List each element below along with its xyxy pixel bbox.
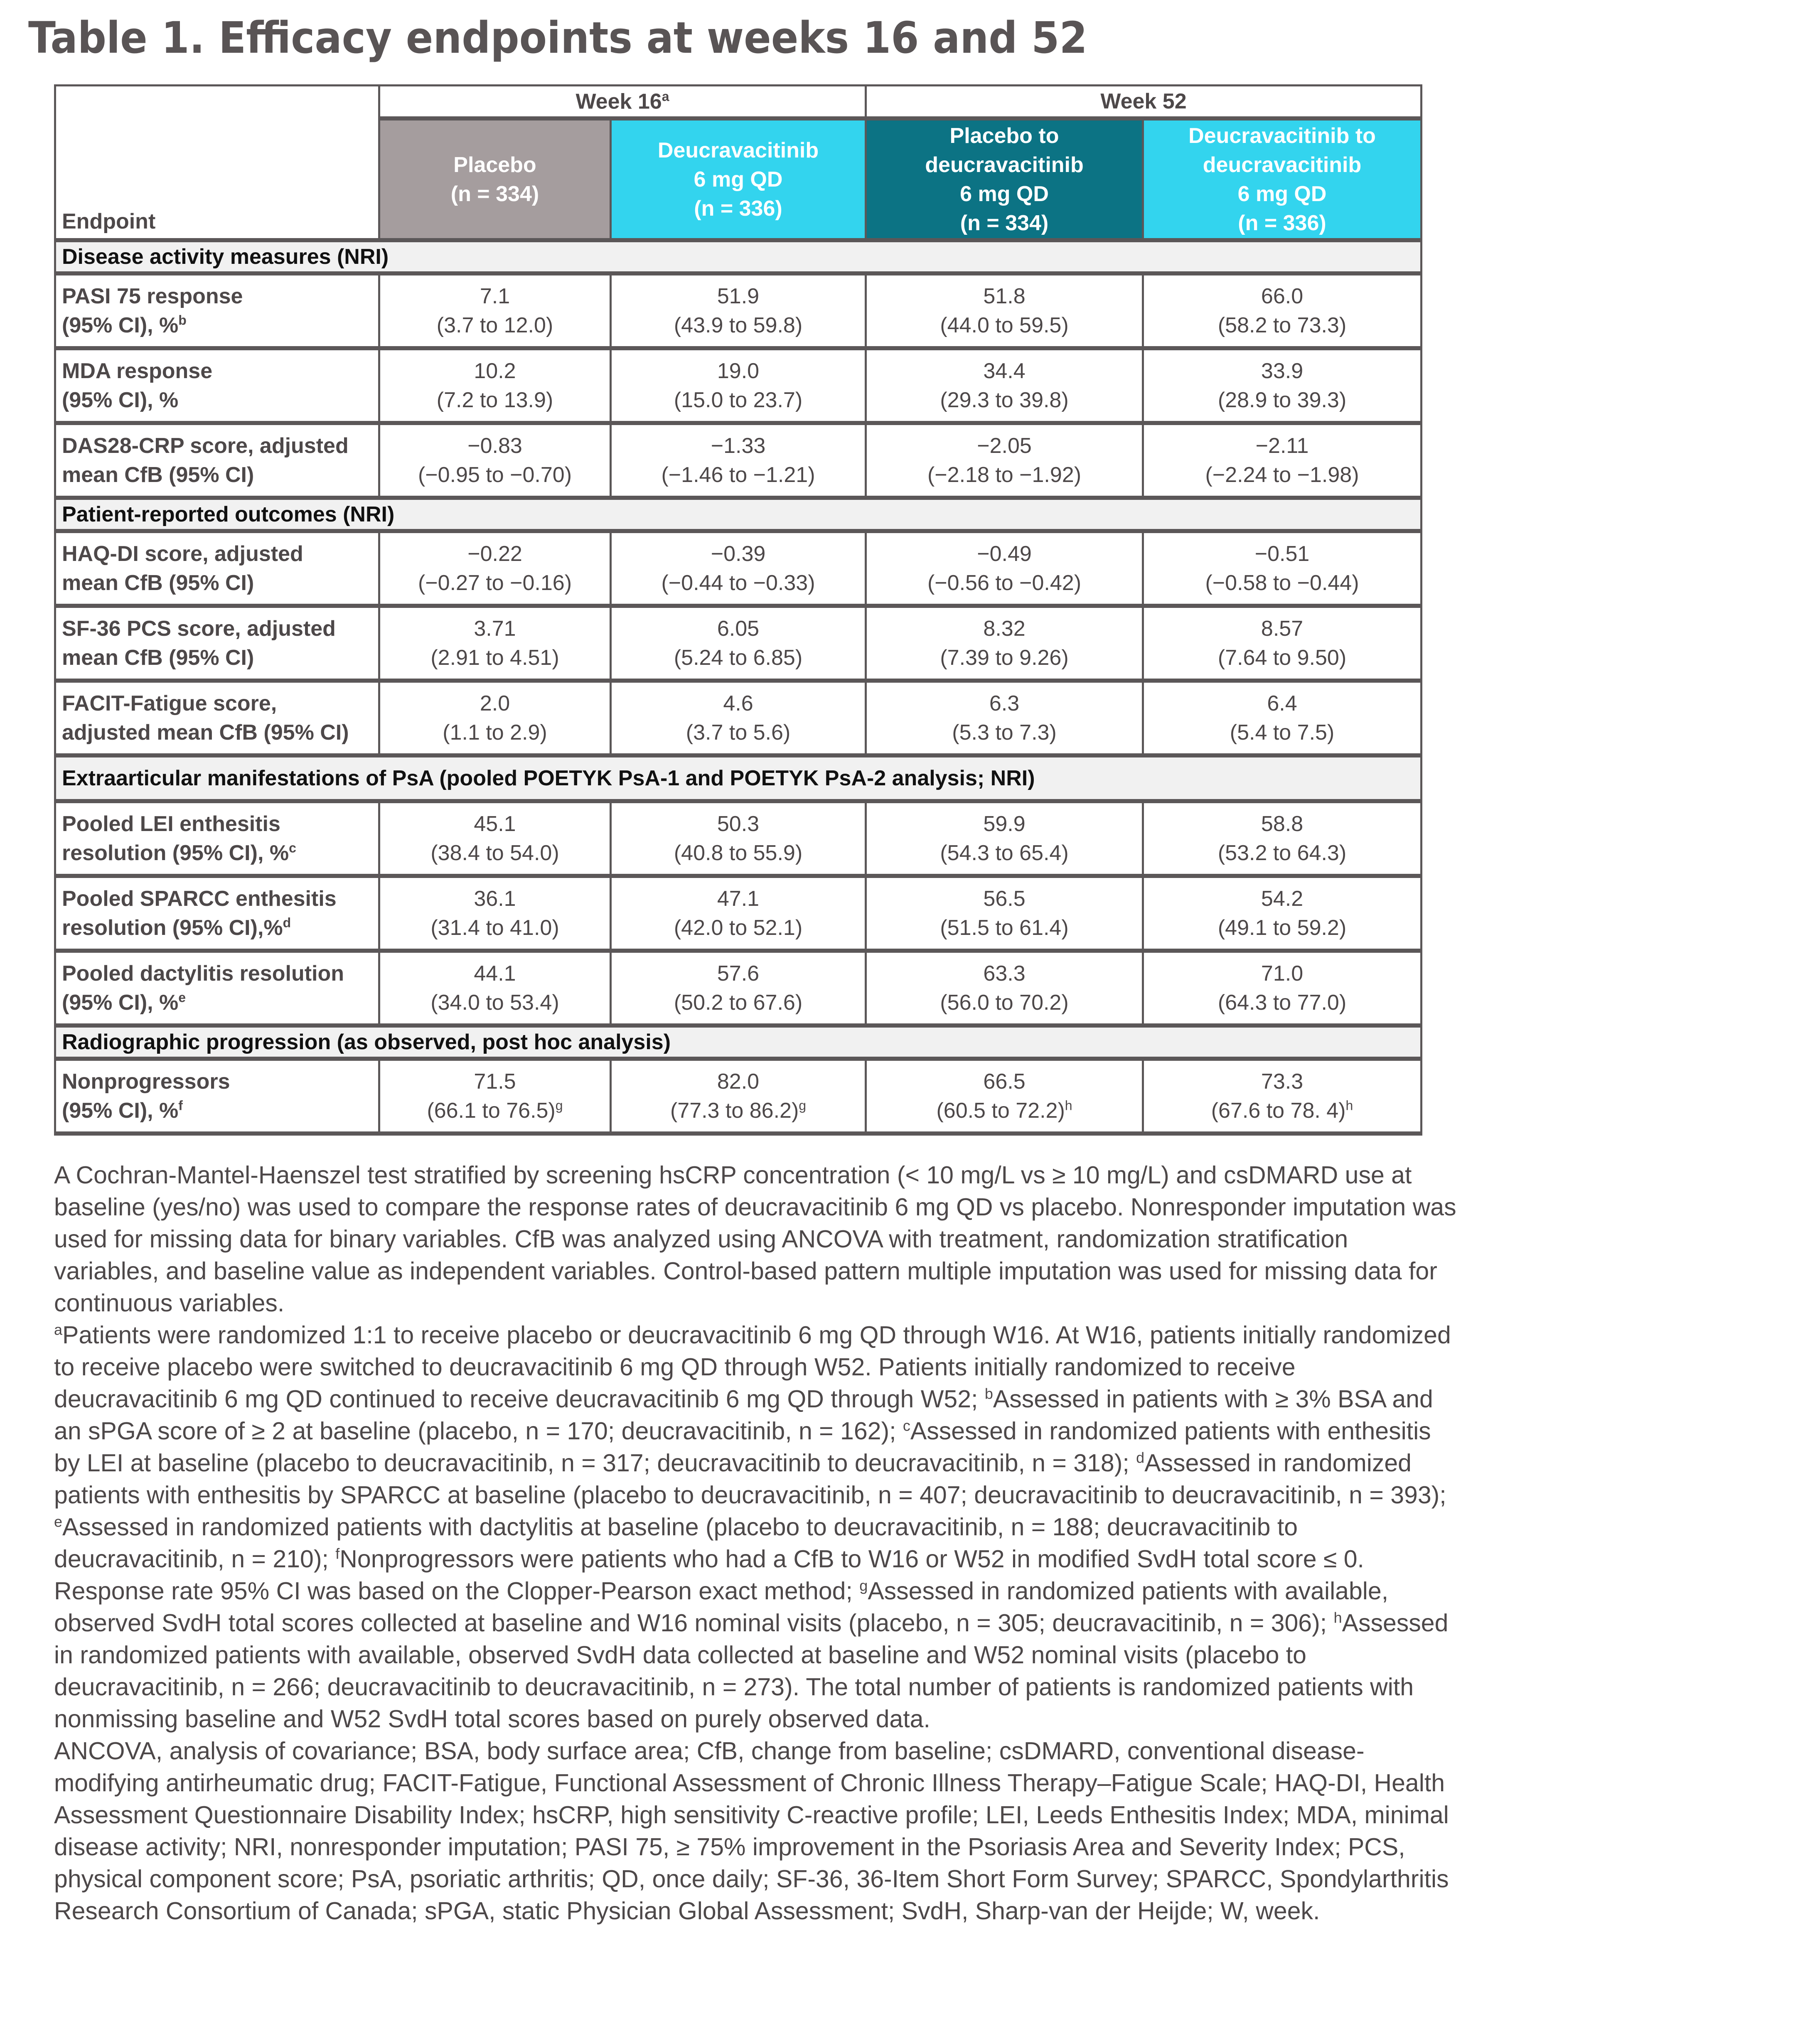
footnote-mark: f [335,1545,340,1562]
confidence-interval-line [380,913,610,942]
point-estimate: 2.0 [480,691,510,716]
endpoint-column-header: Endpoint [55,86,379,241]
arm-header-placebo-to-deucravacitinib [866,118,1143,240]
value-cell [866,951,1143,1025]
endpoint-label-text: resolution (95% CI), % [62,841,289,865]
value-cell [1143,951,1422,1025]
point-estimate: 7.1 [480,284,510,308]
footnote-text: Assessed in randomized patients with enthesitis by LEI at baseline (placebo to deucravacitinib, n = 317; deucravacitinib to deucravacitinib, n = 318); [54,1417,1431,1477]
confidence-interval-line [867,718,1142,747]
value-cell [611,423,866,498]
point-estimate: 57.6 [717,961,760,986]
value-cell [1143,876,1422,951]
point-estimate: 4.6 [723,691,753,716]
confidence-interval: (−0.56 to −0.42) [927,571,1082,595]
point-estimate: 19.0 [717,359,760,383]
endpoint-label-text: HAQ-DI score, adjusted [62,542,303,566]
confidence-interval: (53.2 to 64.3) [1217,841,1347,865]
section-row [55,1025,1422,1059]
arm-header-line: (n = 336) [694,196,782,221]
week52-header: Week 52 [866,86,1422,119]
point-estimate: 51.9 [717,284,760,308]
confidence-interval-line [1144,988,1420,1017]
endpoint-label-text: (95% CI), % [62,1099,179,1123]
endpoint-label-line [62,539,378,568]
table-row [55,348,1422,423]
value-cell [611,273,866,348]
section-row [55,498,1422,531]
section-row [55,240,1422,273]
footnote-mark: g [799,1098,807,1113]
footnote-mark: h [1333,1609,1342,1626]
arm-header-line: Deucravacitinib to [1188,123,1376,148]
confidence-interval-line [612,568,865,598]
value-cell [611,531,866,606]
point-estimate: 8.57 [1261,617,1304,641]
table-row [55,423,1422,498]
arm-header-line: (n = 334) [450,182,539,206]
footnote-list [54,1319,1458,1735]
confidence-interval: (50.2 to 67.6) [674,991,803,1015]
value-cell [611,1059,866,1134]
endpoint-label-line [62,386,378,415]
endpoint-label [55,1059,379,1134]
confidence-interval: (49.1 to 59.2) [1217,916,1347,940]
confidence-interval: (43.9 to 59.8) [674,313,803,337]
footnote-mark: a [54,1321,63,1338]
arm-header-line: Placebo to [949,123,1059,148]
value-cell [611,951,866,1025]
point-estimate: −2.11 [1255,434,1309,458]
footnote-mark: h [1065,1098,1072,1113]
confidence-interval-line [380,1096,610,1125]
table-row [55,681,1422,755]
confidence-interval-line [1144,386,1420,415]
value-cell [379,801,611,876]
point-estimate: 71.5 [474,1070,516,1094]
arm-header-line: (n = 334) [960,211,1049,235]
point-estimate: 6.4 [1267,691,1297,716]
endpoint-label-text: Pooled dactylitis resolution [62,961,344,986]
confidence-interval: (42.0 to 52.1) [674,916,803,940]
methods-note: A Cochran-Mantel-Haenszel test stratified by screening hsCRP concentration (< 10 mg/L vs ≥ 10 mg/L) and csDMARD use at baseline (yes/no) was used to compare the response rates of deucravacitinib 6 mg QD vs placebo. Nonresponder imputation was used for missing data for binary variables. CfB was analyzed using ANCOVA with treatment, randomization stratification variables, and baseline value as independent variables. Control-based pattern multiple imputation was used for missing data for continuous variables. [54,1161,1456,1317]
value-cell [866,1059,1143,1134]
footnote-mark: d [283,915,291,930]
confidence-interval: (77.3 to 86.2) [670,1099,799,1123]
value-cell [379,951,611,1025]
week16-label: Week 16 [576,89,662,114]
value-cell [379,1059,611,1134]
confidence-interval: (−0.58 to −0.44) [1205,571,1359,595]
table-row [55,951,1422,1025]
confidence-interval: (−1.46 to −1.21) [661,463,815,487]
point-estimate: −0.39 [711,542,766,566]
confidence-interval: (−2.18 to −1.92) [927,463,1082,487]
confidence-interval: (34.0 to 53.4) [430,991,559,1015]
value-cell [611,801,866,876]
point-estimate: 44.1 [474,961,516,986]
confidence-interval: (1.1 to 2.9) [443,720,547,745]
value-cell [866,273,1143,348]
footnote-text: Assessed in patients with ≥ 3% BSA and an sPGA score of ≥ 2 at baseline (placebo, n = 170; deucravacitinib, n = 162); [54,1385,1433,1445]
footnote-text: Assessed in randomized patients with dactylitis at baseline (placebo to deucravacitinib, n = 188; deucravacitinib to deucravacitinib, n = 210); [54,1513,1298,1573]
abbreviations-note: ANCOVA, analysis of covariance; BSA, body surface area; CfB, change from baseline; csDMARD, conventional disease-modifying antirheumatic drug; FACIT-Fatigue, Functional Assessment of Chronic Illness Therapy–Fatigue Scale; HAQ-DI, Health Assessment Questionnaire Disability Index; hsCRP, high sensitivity C-reactive profile; LEI, Leeds Enthesitis Index; MDA, minimal disease activity; NRI, nonresponder imputation; PASI 75, ≥ 75% improvement in the Psoriasis Area and Severity Index; PCS, physical component score; PsA, psoriatic arthritis; QD, once daily; SF-36, 36-Item Short Form Survey; SPARCC, Spondylarthritis Research Consortium of Canada; sPGA, static Physician Global Assessment; SvdH, Sharp-van der Heijde; W, week. [54,1737,1449,1925]
efficacy-table [54,84,1422,1136]
point-estimate: 56.5 [983,887,1026,911]
value-cell [1143,681,1422,755]
point-estimate: 54.2 [1261,887,1304,911]
point-estimate: 3.71 [474,617,516,641]
endpoint-label-line [62,959,378,988]
point-estimate: 59.9 [983,812,1026,836]
endpoint-label [55,423,379,498]
confidence-interval-line [380,568,610,598]
confidence-interval-line [380,460,610,489]
arm-header-line: (n = 336) [1238,211,1326,235]
confidence-interval-line [380,988,610,1017]
endpoint-label-text: Pooled LEI enthesitis [62,812,280,836]
endpoint-label-line [62,431,378,460]
point-estimate: 8.32 [983,617,1026,641]
value-cell [866,876,1143,951]
confidence-interval-line [380,643,610,672]
table-title: Table 1. Efficacy endpoints at weeks 16 and 52 [28,12,1087,63]
endpoint-label-line [62,568,378,598]
confidence-interval: (3.7 to 12.0) [436,313,553,337]
section-title: Patient-reported outcomes (NRI) [55,498,1422,531]
endpoint-label-line [62,884,378,913]
endpoint-label-line [62,460,378,489]
footnotes [54,1159,1458,1927]
point-estimate: 34.4 [983,359,1026,383]
endpoint-label-text: resolution (95% CI),% [62,916,283,940]
confidence-interval: (5.3 to 7.3) [952,720,1057,745]
footnote-text: Nonprogressors were patients who had a CfB to W16 or W52 in modified SvdH total score ≤ 0. Response rate 95% CI was based on the Clopper-Pearson exact method; [54,1545,1364,1605]
footnote-text: Assessed in randomized patients with enthesitis by SPARCC at baseline (placebo to deucravacitinib, n = 407; deucravacitinib to deucravacitinib, n = 393); [54,1449,1446,1509]
endpoint-label [55,876,379,951]
confidence-interval: (3.7 to 5.6) [686,720,791,745]
confidence-interval: (40.8 to 55.9) [674,841,803,865]
confidence-interval-line [867,311,1142,340]
value-cell [379,681,611,755]
confidence-interval-line [1144,460,1420,489]
value-cell [866,423,1143,498]
value-cell [1143,273,1422,348]
confidence-interval-line [380,718,610,747]
footnote-mark: h [1345,1098,1353,1113]
week16-footnote-mark: a [662,89,669,104]
footnote-mark: c [289,840,296,856]
confidence-interval: (29.3 to 39.8) [940,388,1069,412]
footnote-mark: f [178,1098,183,1113]
confidence-interval: (38.4 to 54.0) [430,841,559,865]
point-estimate: 63.3 [983,961,1026,986]
endpoint-label-text: (95% CI), % [62,388,179,412]
value-cell [611,606,866,681]
confidence-interval: (64.3 to 77.0) [1217,991,1347,1015]
endpoint-label-line [62,913,378,942]
endpoint-label-text: mean CfB (95% CI) [62,646,254,670]
confidence-interval: (−0.27 to −0.16) [418,571,572,595]
point-estimate: 66.5 [983,1070,1026,1094]
value-cell [1143,423,1422,498]
confidence-interval-line [380,386,610,415]
value-cell [866,681,1143,755]
footnote-mark: e [178,990,186,1005]
point-estimate: 71.0 [1261,961,1304,986]
endpoint-label-line [62,718,378,747]
confidence-interval-line [1144,643,1420,672]
point-estimate: 51.8 [983,284,1026,308]
value-cell [866,348,1143,423]
endpoint-label-line [62,988,378,1017]
footnote-mark: b [178,312,187,328]
endpoint-label-text: Nonprogressors [62,1070,230,1094]
endpoint-label [55,273,379,348]
footnote-mark: b [984,1385,993,1402]
table-row [55,801,1422,876]
confidence-interval: (15.0 to 23.7) [674,388,803,412]
confidence-interval: (−2.24 to −1.98) [1205,463,1359,487]
point-estimate: 82.0 [717,1070,760,1094]
endpoint-label-line [62,357,378,386]
section-title: Extraarticular manifestations of PsA (pooled POETYK PsA-1 and POETYK PsA-2 analysis; NRI) [55,755,1422,801]
confidence-interval-line [1144,1096,1420,1125]
table-row [55,273,1422,348]
value-cell [1143,531,1422,606]
point-estimate: 73.3 [1261,1070,1304,1094]
endpoint-label-text: FACIT-Fatigue score, [62,691,277,716]
confidence-interval-line [612,386,865,415]
arm-header-line: Deucravacitinib [657,138,819,162]
endpoint-label [55,951,379,1025]
point-estimate: −0.83 [467,434,522,458]
confidence-interval-line [1144,718,1420,747]
confidence-interval-line [612,718,865,747]
confidence-interval-line [1144,913,1420,942]
confidence-interval: (−0.95 to −0.70) [418,463,572,487]
footnote-mark: c [903,1417,910,1434]
arm-header-line: deucravacitinib [1203,152,1362,177]
footnote-text: Patients were randomized 1:1 to receive placebo or deucravacitinib 6 mg QD through W16. At W16, patients initially randomized to receive placebo were switched to deucravacitinib 6 mg QD through W52. Patients initially randomized to receive deucravacitinib 6 mg QD continued to receive deucravacitinib 6 mg QD through W52; [54,1321,1451,1413]
arm-header-line: 6 mg QD [694,167,783,192]
confidence-interval: (−0.44 to −0.33) [661,571,815,595]
confidence-interval: (5.4 to 7.5) [1230,720,1335,745]
week-header-row [55,86,1422,119]
confidence-interval-line [612,1096,865,1125]
point-estimate: 6.3 [989,691,1020,716]
footnote-mark: g [859,1577,868,1594]
confidence-interval-line [867,839,1142,868]
arm-header-deucravacitinib [611,118,866,240]
confidence-interval: (7.39 to 9.26) [940,646,1069,670]
confidence-interval-line [612,460,865,489]
confidence-interval-line [867,1096,1142,1125]
endpoint-label [55,606,379,681]
endpoint-label [55,681,379,755]
confidence-interval-line [612,643,865,672]
endpoint-label-text: (95% CI), % [62,991,179,1015]
endpoint-label-line [62,839,378,868]
value-cell [611,876,866,951]
confidence-interval: (56.0 to 70.2) [940,991,1069,1015]
arm-header-line: 6 mg QD [1237,182,1327,206]
endpoint-label-text: MDA response [62,359,213,383]
endpoint-label [55,531,379,606]
footnote-text: Assessed in randomized patients with available, observed SvdH total scores collected at baseline and W16 nominal visits (placebo, n = 305; deucravacitinib, n = 306); [54,1577,1389,1637]
value-cell [866,606,1143,681]
value-cell [1143,1059,1422,1134]
confidence-interval-line [380,839,610,868]
confidence-interval-line [380,311,610,340]
endpoint-label-line [62,809,378,839]
point-estimate: 58.8 [1261,812,1304,836]
value-cell [866,531,1143,606]
value-cell [1143,348,1422,423]
confidence-interval: (31.4 to 41.0) [430,916,559,940]
confidence-interval-line [867,568,1142,598]
confidence-interval: (51.5 to 61.4) [940,916,1069,940]
footnote-mark: d [1136,1449,1145,1466]
arm-header-placebo [379,118,611,240]
endpoint-label-line [62,689,378,718]
endpoint-label-line [62,1096,378,1125]
endpoint-label-text: PASI 75 response [62,284,243,308]
value-cell [866,801,1143,876]
footnote-text: Assessed in randomized patients with available, observed SvdH data collected at baseline and W52 nominal visits (placebo to deucravacitinib, n = 266; deucravacitinib to deucravacitinib, n = 273). The total number of patients is randomized patients with nonmissing baseline and W52 SvdH total scores based on purely observed data. [54,1609,1449,1733]
confidence-interval-line [867,988,1142,1017]
confidence-interval: (58.2 to 73.3) [1217,313,1347,337]
section-title: Disease activity measures (NRI) [55,240,1422,273]
arm-header-deucravacitinib-to-deucravacitinib [1143,118,1422,240]
value-cell [379,423,611,498]
section-row [55,755,1422,801]
point-estimate: −0.49 [977,542,1032,566]
value-cell [379,876,611,951]
value-cell [611,681,866,755]
week16-header [379,86,866,119]
confidence-interval: (44.0 to 59.5) [940,313,1069,337]
point-estimate: −1.33 [711,434,766,458]
confidence-interval: (5.24 to 6.85) [674,646,803,670]
confidence-interval-line [1144,839,1420,868]
value-cell [611,348,866,423]
confidence-interval: (7.2 to 13.9) [436,388,553,412]
confidence-interval-line [612,839,865,868]
point-estimate: 66.0 [1261,284,1304,308]
point-estimate: 45.1 [474,812,516,836]
value-cell [379,606,611,681]
arm-header-line: Placebo [453,152,536,177]
point-estimate: 10.2 [474,359,516,383]
confidence-interval-line [612,913,865,942]
confidence-interval-line [612,311,865,340]
confidence-interval-line [867,913,1142,942]
table-row [55,606,1422,681]
footnote-mark: g [555,1098,563,1113]
confidence-interval-line [867,386,1142,415]
endpoint-label-text: Pooled SPARCC enthesitis [62,887,337,911]
value-cell [379,273,611,348]
point-estimate: 36.1 [474,887,516,911]
endpoint-label-line [62,1067,378,1096]
confidence-interval: (7.64 to 9.50) [1217,646,1347,670]
point-estimate: −0.22 [467,542,522,566]
confidence-interval-line [1144,568,1420,598]
point-estimate: 6.05 [717,617,760,641]
confidence-interval-line [612,988,865,1017]
arm-header-line: deucravacitinib [925,152,1084,177]
point-estimate: 50.3 [717,812,760,836]
endpoint-label-line [62,311,378,340]
section-title: Radiographic progression (as observed, post hoc analysis) [55,1025,1422,1059]
value-cell [379,531,611,606]
endpoint-label [55,801,379,876]
endpoint-label-text: mean CfB (95% CI) [62,463,254,487]
footnote-mark: e [54,1513,63,1530]
table-body [55,240,1422,1134]
confidence-interval-line [1144,311,1420,340]
point-estimate: −0.51 [1254,542,1310,566]
endpoint-label-text: SF-36 PCS score, adjusted [62,617,336,641]
confidence-interval-line [867,460,1142,489]
confidence-interval: (2.91 to 4.51) [430,646,559,670]
arm-header-line: 6 mg QD [960,182,1049,206]
point-estimate: −2.05 [977,434,1032,458]
endpoint-label-text: adjusted mean CfB (95% CI) [62,720,349,745]
value-cell [1143,801,1422,876]
endpoint-label [55,348,379,423]
value-cell [1143,606,1422,681]
endpoint-label-text: (95% CI), % [62,313,179,337]
table-row [55,531,1422,606]
confidence-interval: (54.3 to 65.4) [940,841,1069,865]
endpoint-label-line [62,643,378,672]
table-row [55,876,1422,951]
confidence-interval: (66.1 to 76.5) [427,1099,556,1123]
endpoint-label-text: DAS28-CRP score, adjusted [62,434,349,458]
confidence-interval-line [867,643,1142,672]
confidence-interval: (60.5 to 72.2) [936,1099,1065,1123]
point-estimate: 33.9 [1261,359,1304,383]
value-cell [379,348,611,423]
endpoint-label-text: mean CfB (95% CI) [62,571,254,595]
confidence-interval: (67.6 to 78. 4) [1211,1099,1346,1123]
endpoint-label-line [62,282,378,311]
point-estimate: 47.1 [717,887,760,911]
table-row [55,1059,1422,1134]
confidence-interval: (28.9 to 39.3) [1217,388,1347,412]
endpoint-label-line [62,614,378,643]
